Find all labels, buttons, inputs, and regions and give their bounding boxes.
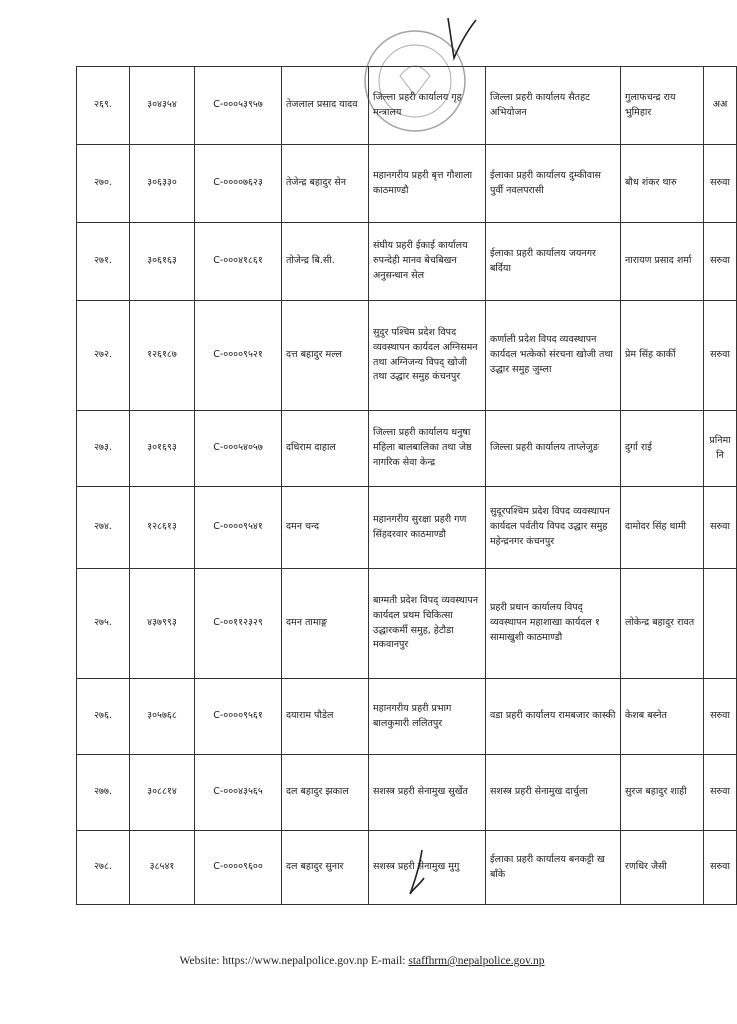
cell-remark: सरुवा — [704, 301, 737, 411]
cell-id-number: १२८६१३ — [130, 487, 195, 569]
cell-id-number: ३८५४१ — [130, 831, 195, 905]
cell-serial: २७७. — [77, 755, 130, 831]
cell-current-office: महानगरीय प्रहरी प्रभाग बालकुमारी ललितपुर — [369, 679, 486, 755]
cell-serial: २७३. — [77, 411, 130, 487]
cell-replacement-name: बौध शंकर थारु — [621, 145, 704, 223]
cell-remark: सरुवा — [704, 487, 737, 569]
cell-new-office: ईलाका प्रहरी कार्यालय जयनगर बर्दिया — [486, 223, 621, 301]
cell-name: तेजलाल प्रसाद यादव — [282, 67, 369, 145]
table-row — [77, 145, 737, 223]
cell-new-office: सशस्त्र प्रहरी सेनामुख दार्चुला — [486, 755, 621, 831]
table-row — [77, 67, 737, 145]
cell-serial: २७४. — [77, 487, 130, 569]
cell-id-number: ४३७९९३ — [130, 569, 195, 679]
cell-current-office: जिल्ला प्रहरी कार्यालय गृह मन्त्रालय — [369, 67, 486, 145]
cell-new-office: प्रहरी प्रधान कार्यालय विपद् व्यवस्थापन महाशाखा कार्यदल १ सामाखुशी काठमाण्डौ — [486, 569, 621, 679]
page-footer — [0, 955, 724, 967]
cell-new-office: ईलाका प्रहरी कार्यालय दुम्कीवास पुर्वी नवलपरासी — [486, 145, 621, 223]
cell-name: तोजेन्द्र बि.सी. — [282, 223, 369, 301]
cell-serial: २७५. — [77, 569, 130, 679]
footer-email-link[interactable]: staffhrm@nepalpolice.gov.np — [408, 955, 545, 967]
cell-name: दल बहादुर झकाल — [282, 755, 369, 831]
cell-replacement-name: दुर्गा राई — [621, 411, 704, 487]
cell-current-office: सशस्त्र प्रहरी सेनामुख मुगु — [369, 831, 486, 905]
cell-id-number: ३०८८१४ — [130, 755, 195, 831]
cell-name: दमन तामाङ्ग — [282, 569, 369, 679]
cell-name: दयाराम पौडेल — [282, 679, 369, 755]
cell-serial: २७८. — [77, 831, 130, 905]
cell-code: C-००००७६२३ — [195, 145, 282, 223]
cell-remark: सरुवा — [704, 679, 737, 755]
cell-name: दत्त बहादुर मल्ल — [282, 301, 369, 411]
cell-replacement-name: लोकेन्द्र बहादुर रावत — [621, 569, 704, 679]
cell-serial: २७१. — [77, 223, 130, 301]
cell-remark: प्रनिमानि — [704, 411, 737, 487]
cell-current-office: बाग्मती प्रदेश विपद् व्यवस्थापन कार्यदल प्रथम चिकित्सा उद्धारकर्मी समुह, हेटौडा मकवानपुर — [369, 569, 486, 679]
cell-current-office: महानगरीय सुरक्षा प्रहरी गण सिंहदरवार काठमाण्डौ — [369, 487, 486, 569]
cell-code: C-०००५३९५७ — [195, 67, 282, 145]
cell-code: C-००००९५४१ — [195, 487, 282, 569]
cell-remark: अअ — [704, 67, 737, 145]
table-row — [77, 411, 737, 487]
cell-serial: २७२. — [77, 301, 130, 411]
cell-current-office: महानगरीय प्रहरी बृत्त गौशाला काठमाण्डौ — [369, 145, 486, 223]
cell-id-number: ३०४३५४ — [130, 67, 195, 145]
cell-new-office: सुदूरपश्चिम प्रदेश विपद व्यवस्थापन कार्यदल पर्वतीय विपद उद्धार समुह महेन्द्रनगर कंचनपुर — [486, 487, 621, 569]
cell-serial: २६९. — [77, 67, 130, 145]
cell-new-office: जिल्ला प्रहरी कार्यालय सैतहट अभियोजन — [486, 67, 621, 145]
records-table — [76, 66, 737, 905]
cell-remark: सरुवा — [704, 755, 737, 831]
cell-code: C-०००४३५६५ — [195, 755, 282, 831]
cell-name: दमन चन्द — [282, 487, 369, 569]
table-row — [77, 755, 737, 831]
cell-replacement-name: प्रेम सिंह कार्की — [621, 301, 704, 411]
cell-remark: सरुवा — [704, 831, 737, 905]
table-row — [77, 831, 737, 905]
cell-name: तेजेन्द्र बहादुर सेन — [282, 145, 369, 223]
cell-id-number: ३०६१६३ — [130, 223, 195, 301]
cell-replacement-name: सुरज बहादुर शाही — [621, 755, 704, 831]
table-row — [77, 487, 737, 569]
cell-code: C-००००९५२१ — [195, 301, 282, 411]
cell-name: दधिराम दाहाल — [282, 411, 369, 487]
cell-new-office: ईलाका प्रहरी कार्यालय बनकट्टी ख बाँके — [486, 831, 621, 905]
cell-id-number: १२६१८७ — [130, 301, 195, 411]
cell-id-number: ३०१६९३ — [130, 411, 195, 487]
table-row — [77, 301, 737, 411]
cell-new-office: जिल्ला प्रहरी कार्यालय ताप्लेजुङ — [486, 411, 621, 487]
cell-current-office: जिल्ला प्रहरी कार्यालय धनुषा महिला बालबालिका तथा जेष्ठ नागरिक सेवा केन्द्र — [369, 411, 486, 487]
cell-current-office: सुदुर पश्चिम प्रदेश विपद व्यवस्थापन कार्यदल अग्निसमन तथा अग्निजन्य विपद् खोजी तथा उद्धार समुह कंचनपुर — [369, 301, 486, 411]
cell-replacement-name: गुलाफचन्द्र राय भुमिहार — [621, 67, 704, 145]
cell-replacement-name: केशब बस्नेत — [621, 679, 704, 755]
cell-code: C-००००९६०० — [195, 831, 282, 905]
cell-new-office: वडा प्रहरी कार्यालय रामबजार कास्की — [486, 679, 621, 755]
cell-remark: सरुवा — [704, 223, 737, 301]
cell-name: दल बहादुर सुनार — [282, 831, 369, 905]
table-row — [77, 223, 737, 301]
cell-serial: २७६. — [77, 679, 130, 755]
cell-replacement-name: नारायण प्रसाद शर्मा — [621, 223, 704, 301]
cell-id-number: ३०६३३० — [130, 145, 195, 223]
table-row — [77, 679, 737, 755]
cell-current-office: सशस्त्र प्रहरी सेनामुख सुर्खेत — [369, 755, 486, 831]
cell-replacement-name: रणधिर जैसी — [621, 831, 704, 905]
signature-mark-top — [442, 14, 482, 64]
cell-remark — [704, 569, 737, 679]
cell-code: C-००००९५६१ — [195, 679, 282, 755]
cell-id-number: ३०५७६८ — [130, 679, 195, 755]
cell-code: C-०००४१८६१ — [195, 223, 282, 301]
cell-code: C-०००५४०५७ — [195, 411, 282, 487]
table-row — [77, 569, 737, 679]
footer-contact-text: Website: https://www.nepalpolice.gov.np E-mail: — [179, 955, 409, 967]
cell-code: C-००११२३२९ — [195, 569, 282, 679]
cell-new-office: कर्णाली प्रदेश विपद व्यवस्थापन कार्यदल भत्केको संरचना खोजी तथा उद्धार समुह जुम्ला — [486, 301, 621, 411]
cell-replacement-name: दामोदर सिंह धामी — [621, 487, 704, 569]
records-table-body — [77, 67, 737, 905]
cell-remark: सरुवा — [704, 145, 737, 223]
cell-current-office: संघीय प्रहरी ईकाई कार्यालय रुपन्देही मानव बेचबिखन अनुसन्धान सेल — [369, 223, 486, 301]
cell-serial: २७०. — [77, 145, 130, 223]
